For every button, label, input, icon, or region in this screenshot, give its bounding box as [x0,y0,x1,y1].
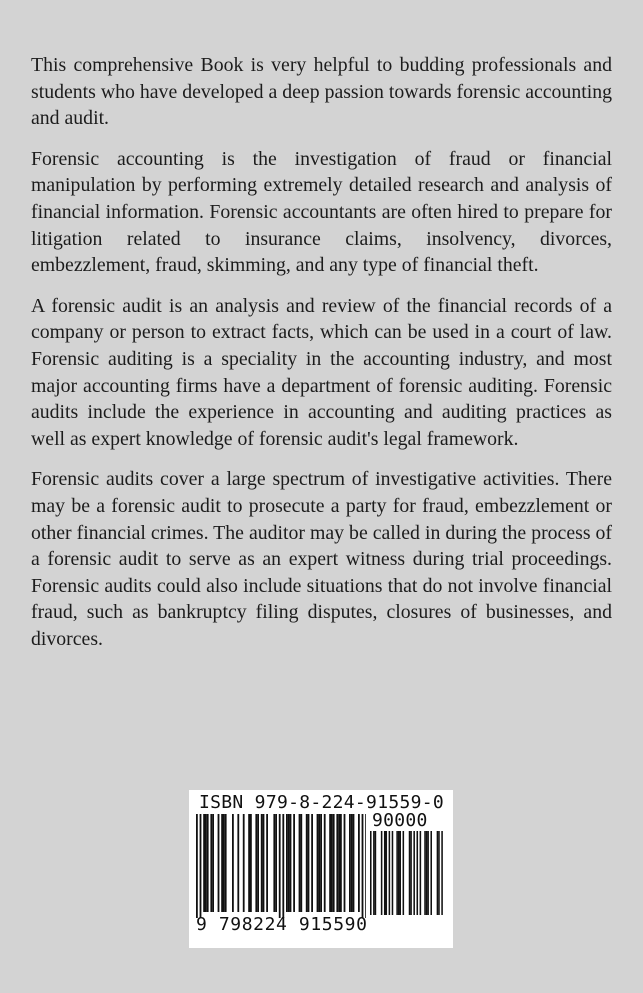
barcode-bar [299,814,301,912]
barcode-bar [218,814,220,912]
barcode-bar [207,814,209,912]
barcode-bar [288,814,290,912]
barcode-bar [261,814,263,912]
barcode-bar [318,814,320,912]
barcode-bar [286,814,288,912]
barcode-bar [279,814,281,918]
barcode-bar [311,814,313,912]
barcode-bar [333,814,335,912]
ean-barcode-bars [196,814,366,918]
addon-bar [386,831,388,915]
addon-bar [409,831,411,915]
addon-bar [396,831,398,915]
description-paragraph: Forensic audits cover a large spectrum of investigative activities. There may be a forensic audit to prosecute a party for fraud, embezzlement or other financial crimes. The auditor may be called in during the process of a forensic audit to serve as an expert witness during trial proceedings. Forensic audits could also include situations that do not involve financial fraud, such as bankruptcy filing disputes, closures of businesses, and divorces. [31,468,612,650]
barcode-bar [324,814,326,912]
barcode-bar [248,814,250,912]
barcode-bar [338,814,340,912]
addon-bar [430,831,432,915]
barcode-bar [275,814,277,912]
barcode-bar [300,814,302,912]
barcode-bar [243,814,245,912]
addon-bar [398,831,400,915]
barcode-bar [365,814,366,918]
barcode-bar [205,814,207,912]
barcode-bar [200,814,202,918]
barcode-bar [320,814,322,912]
addon-bar [381,831,383,915]
barcode-bar [344,814,346,912]
isbn-barcode [189,790,453,948]
description-paragraph: Forensic accounting is the investigation of fraud or financial manipulation by performing extremely detailed research and analysis of financial information. Forensic accountants are often hired to prepare for litigation related to insurance claims, insolvency, divorces, embezzlement, fraud, skimming, and any type of financial theft. [31,147,612,277]
barcode-bar [317,814,319,912]
addon-bar [420,831,422,915]
back-cover-description [31,52,612,666]
barcode-bar [221,814,223,912]
barcode-bar [203,814,205,912]
barcode-bar [351,814,353,912]
addon-bar [417,831,419,915]
barcode-bar [223,814,225,912]
barcode-bar [263,814,265,912]
barcode-bar [196,814,198,918]
addon-bar [410,831,412,915]
addon-bar [437,831,439,915]
barcode-bar [306,814,308,912]
barcode-bar [232,814,234,912]
addon-bar [392,831,394,915]
barcode-bar [358,814,360,912]
barcode-bar [212,814,214,912]
addon-bar [375,831,377,915]
addon-bar [373,831,375,915]
addon-bar [370,831,372,915]
addon-bar [399,831,401,915]
barcode-bar [273,814,275,912]
description-paragraph: This comprehensive Book is very helpful to budding professionals and students who have developed a deep passion towards forensic accounting and audit. [31,54,612,130]
barcode-bar [257,814,259,912]
addon-bar [424,831,426,915]
addon-bar [438,831,440,915]
addon-bar [427,831,429,915]
addon-bar [403,831,405,915]
barcode-bar [237,814,239,912]
barcode-bar [293,814,295,912]
barcode-bar [349,814,351,912]
barcode-bar [362,814,364,918]
addon-bar [384,831,386,915]
barcode-bar [353,814,355,912]
barcode-bar [225,814,227,912]
description-paragraph: A forensic audit is an analysis and review of the financial records of a company or person to extract facts, which can be used in a court of law. Forensic auditing is a speciality in the accounting industry, and most major accounting firms have a department of forensic auditing. Forensic audits include the experience in accounting and auditing practices as well as expert knowledge of forensic audit's legal framework. [31,294,612,450]
barcode-bar [282,814,284,918]
isbn-label: ISBN 979-8-224-91559-0 [199,792,445,813]
barcode-bar [266,814,268,912]
addon-bar [441,831,443,915]
addon-bar [426,831,428,915]
price-code: 90000 [372,810,428,831]
barcode-bar [336,814,338,912]
barcode-bar [331,814,333,912]
barcode-bar [210,814,212,912]
barcode-bar [255,814,257,912]
barcode-bar [329,814,331,912]
barcode-bar [340,814,342,912]
barcode-bar [250,814,252,912]
addon-bar [413,831,415,915]
barcode-bar [290,814,292,912]
addon-barcode-bars [370,831,446,915]
ean-digits: 9 798224 915590 [196,914,368,935]
barcode-bar [308,814,310,912]
addon-bar [389,831,391,915]
